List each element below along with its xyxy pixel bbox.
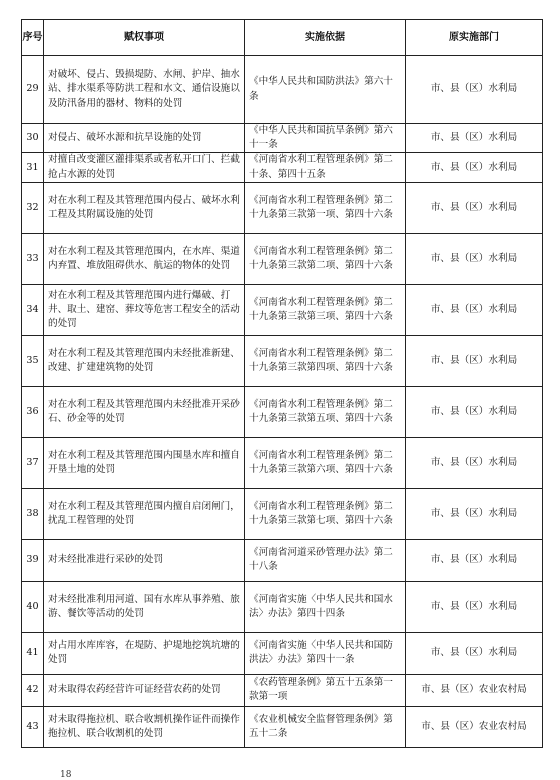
row-dept: 市、县（区）水利局	[406, 539, 543, 581]
row-number: 42	[22, 674, 44, 706]
row-basis: 《河南省水利工程管理条例》第二十条、第四十五条	[245, 153, 406, 182]
row-basis: 《河南省水利工程管理条例》第二十九条第三款第三项、第四十六条	[245, 284, 406, 335]
row-item: 对侵占、破坏水源和抗旱设施的处罚	[44, 124, 245, 153]
table-row	[22, 386, 543, 437]
row-dept: 市、县（区）水利局	[406, 581, 543, 632]
row-dept: 市、县（区）水利局	[406, 437, 543, 488]
row-dept: 市、县（区）农业农村局	[406, 674, 543, 706]
row-dept: 市、县（区）水利局	[406, 56, 543, 124]
row-dept: 市、县（区）水利局	[406, 182, 543, 233]
row-dept: 市、县（区）水利局	[406, 335, 543, 386]
row-dept: 市、县（区）水利局	[406, 284, 543, 335]
table-row	[22, 581, 543, 632]
row-dept: 市、县（区）水利局	[406, 386, 543, 437]
row-dept: 市、县（区）水利局	[406, 124, 543, 153]
table-row	[22, 124, 543, 153]
row-dept: 市、县（区）水利局	[406, 153, 543, 182]
row-basis: 《河南省水利工程管理条例》第二十九条第三款第七项、第四十六条	[245, 488, 406, 539]
row-item: 对未取得农药经营许可证经营农药的处罚	[44, 674, 245, 706]
row-basis: 《河南省实施〈中华人民共和国水法〉办法》第四十四条	[245, 581, 406, 632]
table-row	[22, 284, 543, 335]
row-basis: 《河南省水利工程管理条例》第二十九条第三款第五项、第四十六条	[245, 386, 406, 437]
row-basis: 《河南省实施〈中华人民共和国防洪法〉办法》第四十一条	[245, 632, 406, 674]
table-row	[22, 335, 543, 386]
row-item: 对未取得拖拉机、联合收割机操作证件而操作拖拉机、联合收割机的处罚	[44, 706, 245, 747]
row-number: 41	[22, 632, 44, 674]
row-item: 对在水利工程及其管理范围内，在水库、渠道内弃置、堆放阻碍供水、航运的物体的处罚	[44, 233, 245, 284]
row-item: 对在水利工程及其管理范围内未经批准新建、改建、扩建建筑物的处罚	[44, 335, 245, 386]
row-item: 对在水利工程及其管理范围内围垦水库和擅自开垦土地的处罚	[44, 437, 245, 488]
table-row	[22, 233, 543, 284]
row-item: 对未经批准进行采砂的处罚	[44, 539, 245, 581]
row-number: 35	[22, 335, 44, 386]
row-basis: 《河南省河道采砂管理办法》第二十八条	[245, 539, 406, 581]
row-dept: 市、县（区）水利局	[406, 632, 543, 674]
powers-table	[21, 19, 543, 748]
table-row	[22, 632, 543, 674]
header-basis: 实施依据	[245, 20, 406, 56]
row-number: 40	[22, 581, 44, 632]
row-number: 38	[22, 488, 44, 539]
row-basis: 《农药管理条例》第五十五条第一款第一项	[245, 674, 406, 706]
page-number: 18	[60, 770, 72, 780]
row-number: 31	[22, 153, 44, 182]
row-item: 对占用水库库容，在堤防、护堤地挖筑坑塘的处罚	[44, 632, 245, 674]
row-item: 对擅自改变灌区灌排渠系或者私开口门、拦截抢占水源的处罚	[44, 153, 245, 182]
row-dept: 市、县（区）水利局	[406, 488, 543, 539]
table-row	[22, 706, 543, 747]
row-dept: 市、县（区）农业农村局	[406, 706, 543, 747]
table-row	[22, 674, 543, 706]
row-item: 对在水利工程及其管理范围内进行爆破、打井、取土、建窑、葬坟等危害工程安全的活动的处罚	[44, 284, 245, 335]
row-number: 36	[22, 386, 44, 437]
table-row	[22, 437, 543, 488]
row-number: 43	[22, 706, 44, 747]
row-basis: 《中华人民共和国抗旱条例》第六十一条	[245, 124, 406, 153]
row-number: 32	[22, 182, 44, 233]
header-seq: 序号	[22, 20, 44, 56]
table-header-row	[22, 20, 543, 56]
row-number: 37	[22, 437, 44, 488]
table-row	[22, 182, 543, 233]
table-row	[22, 153, 543, 182]
table-body	[22, 56, 543, 748]
header-item: 赋权事项	[44, 20, 245, 56]
row-basis: 《河南省水利工程管理条例》第二十九条第三款第二项、第四十六条	[245, 233, 406, 284]
row-item: 对在水利工程及其管理范围内未经批准开采砂石、砂金等的处罚	[44, 386, 245, 437]
row-basis: 《河南省水利工程管理条例》第二十九条第三款第六项、第四十六条	[245, 437, 406, 488]
row-number: 39	[22, 539, 44, 581]
table-row	[22, 539, 543, 581]
row-basis: 《中华人民共和国防洪法》第六十条	[245, 56, 406, 124]
table-row	[22, 488, 543, 539]
row-basis: 《河南省水利工程管理条例》第二十九条第三款第四项、第四十六条	[245, 335, 406, 386]
row-item: 对在水利工程及其管理范围内擅自启闭闸门，扰乱工程管理的处罚	[44, 488, 245, 539]
row-number: 30	[22, 124, 44, 153]
table-row	[22, 56, 543, 124]
row-number: 29	[22, 56, 44, 124]
row-basis: 《农业机械安全监督管理条例》第五十二条	[245, 706, 406, 747]
row-number: 33	[22, 233, 44, 284]
row-number: 34	[22, 284, 44, 335]
row-dept: 市、县（区）水利局	[406, 233, 543, 284]
row-item: 对破坏、侵占、毁损堤防、水闸、护岸、抽水站、排水渠系等防洪工程和水文、通信设施以及防汛备用的器材、物料的处罚	[44, 56, 245, 124]
header-dept: 原实施部门	[406, 20, 543, 56]
row-item: 对未经批准利用河道、国有水库从事养殖、旅游、餐饮等活动的处罚	[44, 581, 245, 632]
row-item: 对在水利工程及其管理范围内侵占、破坏水利工程及其附属设施的处罚	[44, 182, 245, 233]
row-basis: 《河南省水利工程管理条例》第二十九条第三款第一项、第四十六条	[245, 182, 406, 233]
